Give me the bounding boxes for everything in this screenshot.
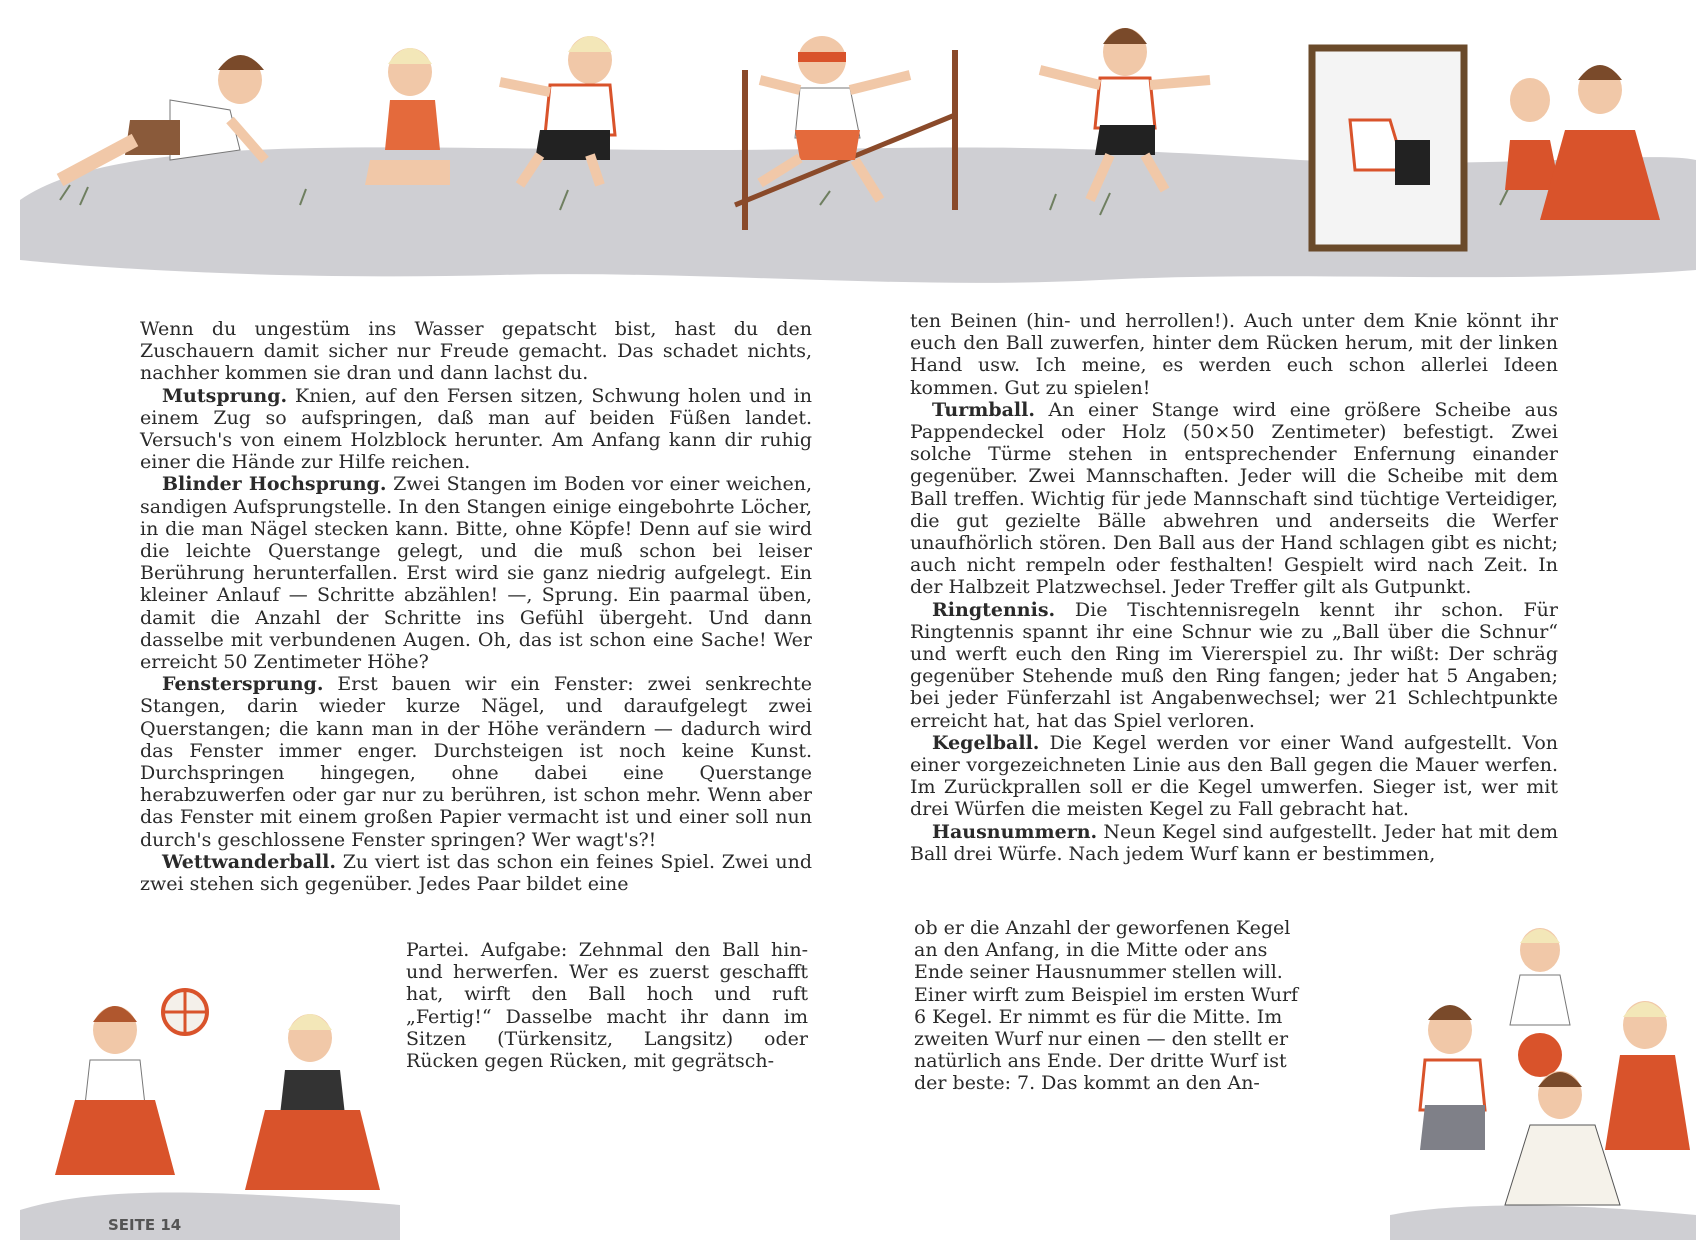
- fenstersprung-heading: Fenstersprung.: [162, 673, 324, 696]
- hausnummern-paragraph: [910, 821, 1558, 865]
- left-text-column: [140, 318, 812, 895]
- mutsprung-text: Knien, auf den Fersen sitzen, Schwung holen und in einem Zug so aufspringen, daß man auf beiden Füßen landet. Versuch's von einem Holzblock herunter. Am Anfang kann dir ruhig einer die Hände zur Hilfe reichen.: [140, 384, 812, 474]
- hausnummern-text: Neun Kegel sind aufgestellt. Jeder hat mit dem Ball drei Würfe. Nach jedem Wurf kann er bestimmen,: [910, 820, 1558, 865]
- hausnummern-heading: Hausnummern.: [932, 820, 1098, 843]
- continued-paragraph: ten Beinen (hin- und herrollen!). Auch unter dem Knie könnt ihr euch den Ball zuwerfen, hinter dem Rücken herum, mit der linken Hand usw. Ich meine, es werden euch schon allerlei Ideen kommen. Gut zu spielen!: [910, 310, 1558, 399]
- blinder-hochsprung-heading: Blinder Hochsprung.: [162, 473, 387, 496]
- mutsprung-heading: Mutsprung.: [162, 384, 288, 407]
- turmball-heading: Turmball.: [932, 398, 1035, 421]
- wettwanderball-continued: Partei. Aufgabe: Zehnmal den Ball hin- und herwerfen. Wer es zuerst geschafft hat, wirft den Ball hoch und ruft „Fertig!“ Dasselbe macht ihr dann im Sitzen (Türkensitz, Langsitz) oder Rücken gegen Rücken, mit gegrätsch-: [406, 939, 808, 1073]
- red-ball-icon: [1518, 1033, 1562, 1077]
- mutsprung-paragraph: [140, 385, 812, 474]
- kegelball-text: Die Kegel werden vor einer Wand aufgestellt. Von einer vorgezeichneten Linie aus den Ball gegen die Mauer werfen. Im Zurückprallen soll er die Kegel umwerfen. Sieger ist, wer mit drei Würfen die meisten Kegel zu Fall gebracht hat.: [910, 731, 1558, 821]
- kegelball-paragraph: [910, 732, 1558, 821]
- right-text-column: [910, 310, 1558, 865]
- kegelball-heading: Kegelball.: [932, 731, 1040, 754]
- top-illustration: [0, 0, 1696, 300]
- turmball-text: An einer Stange wird eine größere Scheibe aus Pappendeckel oder Holz (50×50 Zentimeter) befestigt. Zwei solche Türme stehen in entsprechender Enfernung einander gegenüber. Zwei Mannschaften. Jeder will die Scheibe mit dem Ball treffen. Wichtig für jede Mannschaft sind tüchtige Verteidiger, die gut gezielte Bälle abwehren und anderseits die Werfer unaufhörlich stören. Den Ball aus der Hand schlagen gibt es nicht; auch nicht rempeln oder festhalten! Gespielt wird nach Zeit. In der Halbzeit Platzwechsel. Jeder Treffer gilt als Gutpunkt.: [910, 398, 1558, 599]
- blinder-hochsprung-text: Zwei Stangen im Boden vor einer weichen, sandigen Aufsprungstelle. In den Stangen einige eingebohrte Löcher, in die man Nägel stecken kann. Bitte, ohne Köpfe! Denn auf sie wird die leichte Querstange gelegt, und die muß schon bei leiser Berührung herunterfallen. Erst wird sie ganz niedrig aufgelegt. Ein kleiner Anlauf — Schritte abzählen! —, Sprung. Ein paarmal üben, damit die Anzahl der Schritte ins Gefühl übergeht. Und dann dasselbe mit verbundenen Augen. Oh, das ist schon eine Sache! Wer erreicht 50 Zentimeter Höhe?: [140, 473, 812, 674]
- bottom-left-illustration: [20, 960, 410, 1240]
- turmball-paragraph: [910, 399, 1558, 599]
- fenstersprung-text: Erst bauen wir ein Fenster: zwei senkrechte Stangen, darin wieder kurze Nägel, und daraufgelegt zwei Querstangen; die kann man in der Höhe verändern — dadurch wird das Fenster immer enger. Durchsteigen ist noch keine Kunst. Durchspringen hingegen, ohne dabei eine Querstange herabzuwerfen oder gar nur zu berühren, ist schon mehr. Wenn aber das Fenster mit einem großen Papier vermacht ist und einer soll nun durch's geschlossene Fenster springen? Wer wagt's?!: [140, 673, 812, 851]
- ringtennis-heading: Ringtennis.: [932, 598, 1056, 621]
- page-number-label: SEITE 14: [108, 1216, 182, 1234]
- girl-kneeling-figure: [365, 48, 450, 185]
- wettwanderball-text: Zu viert ist das schon ein feines Spiel. Zwei und zwei stehen sich gegenüber. Jedes Paar bildet eine: [140, 850, 812, 896]
- fenstersprung-paragraph: [140, 673, 812, 851]
- hausnummern-continued: ob er die Anzahl der geworfenen Kegel an den Anfang, in die Mitte oder ans Ende seiner Hausnummer stellen will. Einer wirft zum Beispiel im ersten Wurf 6 Kegel. Er nimmt es für die Mitte. Im zweiten Wurf nur einen — den stellt er natürlich ans Ende. Der dritte Wurf ist der beste: 7. Das kommt an den An-: [914, 917, 1299, 1095]
- intro-paragraph: Wenn du ungestüm ins Wasser gepatscht bist, hast du den Zuschauern damit sicher nur Freude gemacht. Das schadet nichts, nachher kommen sie dran und dann lachst du.: [140, 318, 812, 385]
- blinder-hochsprung-paragraph: [140, 473, 812, 673]
- ringtennis-paragraph: [910, 599, 1558, 732]
- bottom-right-illustration: [1390, 915, 1696, 1240]
- ringtennis-text: Die Tischtennisregeln kennt ihr schon. Für Ringtennis spannt ihr eine Schnur wie zu „Ball über die Schnur“ und werft euch den Ring im Viererspiel zu. Ihr wißt: Der schräg gegenüber Stehende muß den Ring fangen; jeder hat 5 Angaben; bei jeder Fünferzahl ist Angabenwechsel; wer 21 Schlechtpunkte erreicht hat, hat das Spiel verloren.: [910, 598, 1558, 732]
- wettwanderball-heading: Wettwanderball.: [162, 850, 336, 873]
- wettwanderball-paragraph: [140, 851, 812, 895]
